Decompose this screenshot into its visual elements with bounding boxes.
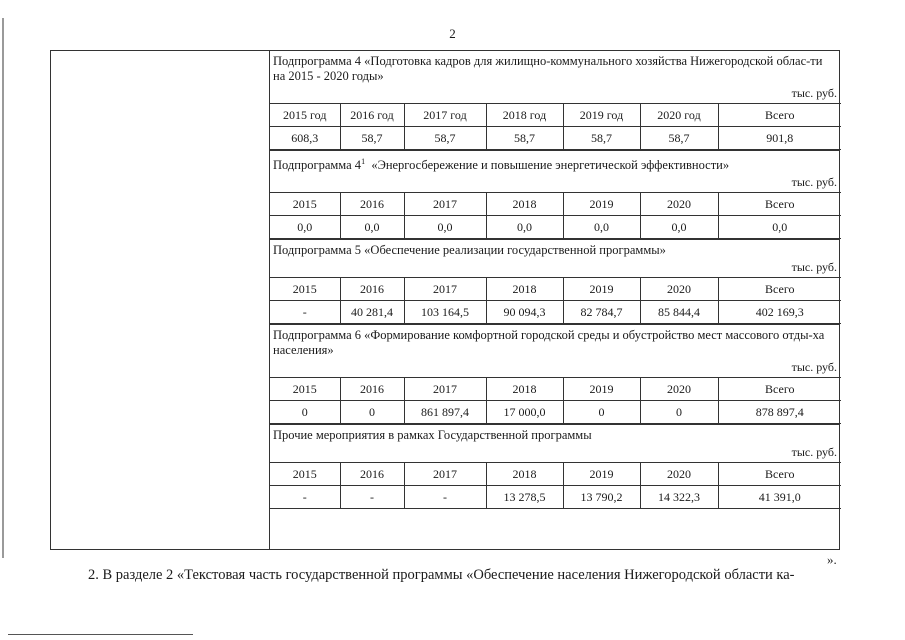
funding-table	[270, 377, 841, 424]
amount-cell: 0,0	[270, 216, 340, 239]
amount-cell: 58,7	[404, 127, 486, 150]
amount-cell: 0	[563, 401, 640, 424]
amount-cell: 0,0	[718, 216, 841, 239]
year-header-cell: 2015 год	[270, 104, 340, 127]
subprogram-title-text: Подпрограмма 5 «Обеспечение реализации государственной программы»	[273, 243, 666, 258]
units-label: тыс. руб.	[791, 360, 837, 375]
year-header-cell: 2017	[404, 193, 486, 216]
amount-cell: 608,3	[270, 127, 340, 150]
amount-cell: 0,0	[404, 216, 486, 239]
amount-cell: -	[270, 301, 340, 324]
funding-table	[270, 277, 841, 324]
subprogram-section	[270, 151, 839, 240]
year-header-cell: 2016	[340, 378, 404, 401]
year-header-cell: 2017	[404, 463, 486, 486]
year-header-cell: 2019	[563, 378, 640, 401]
year-header-cell: 2018	[486, 278, 563, 301]
year-header-row	[270, 193, 841, 216]
amount-cell: 0	[640, 401, 718, 424]
year-header-cell: 2019 год	[563, 104, 640, 127]
subprogram-section	[270, 240, 839, 325]
year-header-cell: Всего	[718, 278, 841, 301]
subprogram-title-text: Прочие мероприятия в рамках Государственной программы	[273, 428, 592, 443]
amount-row	[270, 127, 841, 150]
subprogram-title	[270, 151, 839, 173]
amount-cell: -	[340, 486, 404, 509]
subprogram-section	[270, 425, 839, 509]
subprogram-title-text: Подпрограмма 6 «Формирование комфортной городской среды и обустройство мест массового отды-ха населения»	[273, 328, 825, 358]
amount-row	[270, 216, 841, 239]
year-header-row	[270, 378, 841, 401]
year-header-cell: 2018	[486, 193, 563, 216]
amount-cell: 402 169,3	[718, 301, 841, 324]
amount-cell: 82 784,7	[563, 301, 640, 324]
funding-table	[270, 462, 841, 509]
amount-cell: -	[404, 486, 486, 509]
year-header-cell: 2015	[270, 378, 340, 401]
amount-cell: 58,7	[563, 127, 640, 150]
amount-cell: 861 897,4	[404, 401, 486, 424]
year-header-cell: 2016	[340, 193, 404, 216]
next-paragraph: 2. В разделе 2 «Текстовая часть государственной программы «Обеспечение населения Нижегородской области ка-	[88, 567, 795, 583]
amount-cell: -	[270, 486, 340, 509]
amount-cell: 13 790,2	[563, 486, 640, 509]
year-header-cell: 2017	[404, 378, 486, 401]
subprogram-title-text: «Энергосбережение и повышение энергетической эффективности»	[365, 158, 730, 173]
year-header-cell: 2015	[270, 278, 340, 301]
amount-row	[270, 401, 841, 424]
amount-cell: 58,7	[340, 127, 404, 150]
amount-cell: 41 391,0	[718, 486, 841, 509]
year-header-cell: 2020	[640, 378, 718, 401]
year-header-cell: 2020	[640, 278, 718, 301]
subprogram-title	[270, 240, 839, 258]
year-header-cell: 2019	[563, 278, 640, 301]
amount-cell: 58,7	[486, 127, 563, 150]
amount-row	[270, 301, 841, 324]
closing-quote: ».	[827, 552, 837, 567]
amount-cell: 14 322,3	[640, 486, 718, 509]
year-header-cell: 2017	[404, 278, 486, 301]
amount-cell: 85 844,4	[640, 301, 718, 324]
label-column	[51, 51, 270, 549]
subprogram-title-text: Подпрограмма 4	[273, 158, 362, 173]
subprogram-section	[270, 51, 839, 151]
year-header-row	[270, 463, 841, 486]
year-header-cell: 2016	[340, 463, 404, 486]
year-header-cell: 2018	[486, 463, 563, 486]
year-header-cell: 2016	[340, 278, 404, 301]
subprogram-title-text: Подпрограмма 4 «Подготовка кадров для жилищно-коммунального хозяйства Нижегородской облас-ти на 2015 - 2020 годы»	[273, 54, 823, 83]
footer-rule	[8, 634, 193, 635]
units-label: тыс. руб.	[791, 260, 837, 275]
units-label: тыс. руб.	[791, 86, 837, 100]
year-header-cell: 2015	[270, 193, 340, 216]
subprogram-title	[270, 325, 839, 358]
year-header-cell: 2020	[640, 463, 718, 486]
funding-table	[270, 103, 841, 150]
amount-cell: 0,0	[340, 216, 404, 239]
amount-cell: 58,7	[640, 127, 718, 150]
units-label: тыс. руб.	[791, 445, 837, 460]
year-header-cell: Всего	[718, 104, 841, 127]
program-table	[50, 50, 840, 550]
units-label: тыс. руб.	[791, 175, 837, 190]
funding-column	[270, 51, 840, 549]
year-header-cell: 2018	[486, 378, 563, 401]
amount-cell: 0	[270, 401, 340, 424]
year-header-cell: 2016 год	[340, 104, 404, 127]
subprogram-title	[270, 51, 839, 84]
year-header-cell: 2019	[563, 193, 640, 216]
scan-edge	[2, 18, 4, 558]
amount-cell: 878 897,4	[718, 401, 841, 424]
year-header-row	[270, 104, 841, 127]
superscript: 1	[361, 157, 366, 166]
year-header-cell: Всего	[718, 193, 841, 216]
amount-cell: 901,8	[718, 127, 841, 150]
amount-cell: 0,0	[563, 216, 640, 239]
amount-row	[270, 486, 841, 509]
year-header-cell: 2015	[270, 463, 340, 486]
amount-cell: 13 278,5	[486, 486, 563, 509]
amount-cell: 0,0	[486, 216, 563, 239]
page-number: 2	[449, 26, 456, 41]
amount-cell: 40 281,4	[340, 301, 404, 324]
year-header-cell: Всего	[718, 378, 841, 401]
year-header-cell: Всего	[718, 463, 841, 486]
year-header-cell: 2020 год	[640, 104, 718, 127]
amount-cell: 103 164,5	[404, 301, 486, 324]
amount-cell: 0	[340, 401, 404, 424]
year-header-cell: 2018 год	[486, 104, 563, 127]
subprogram-section	[270, 325, 839, 425]
year-header-row	[270, 278, 841, 301]
year-header-cell: 2020	[640, 193, 718, 216]
funding-table	[270, 192, 841, 239]
year-header-cell: 2019	[563, 463, 640, 486]
amount-cell: 0,0	[640, 216, 718, 239]
subprogram-title	[270, 425, 839, 443]
amount-cell: 90 094,3	[486, 301, 563, 324]
year-header-cell: 2017 год	[404, 104, 486, 127]
amount-cell: 17 000,0	[486, 401, 563, 424]
